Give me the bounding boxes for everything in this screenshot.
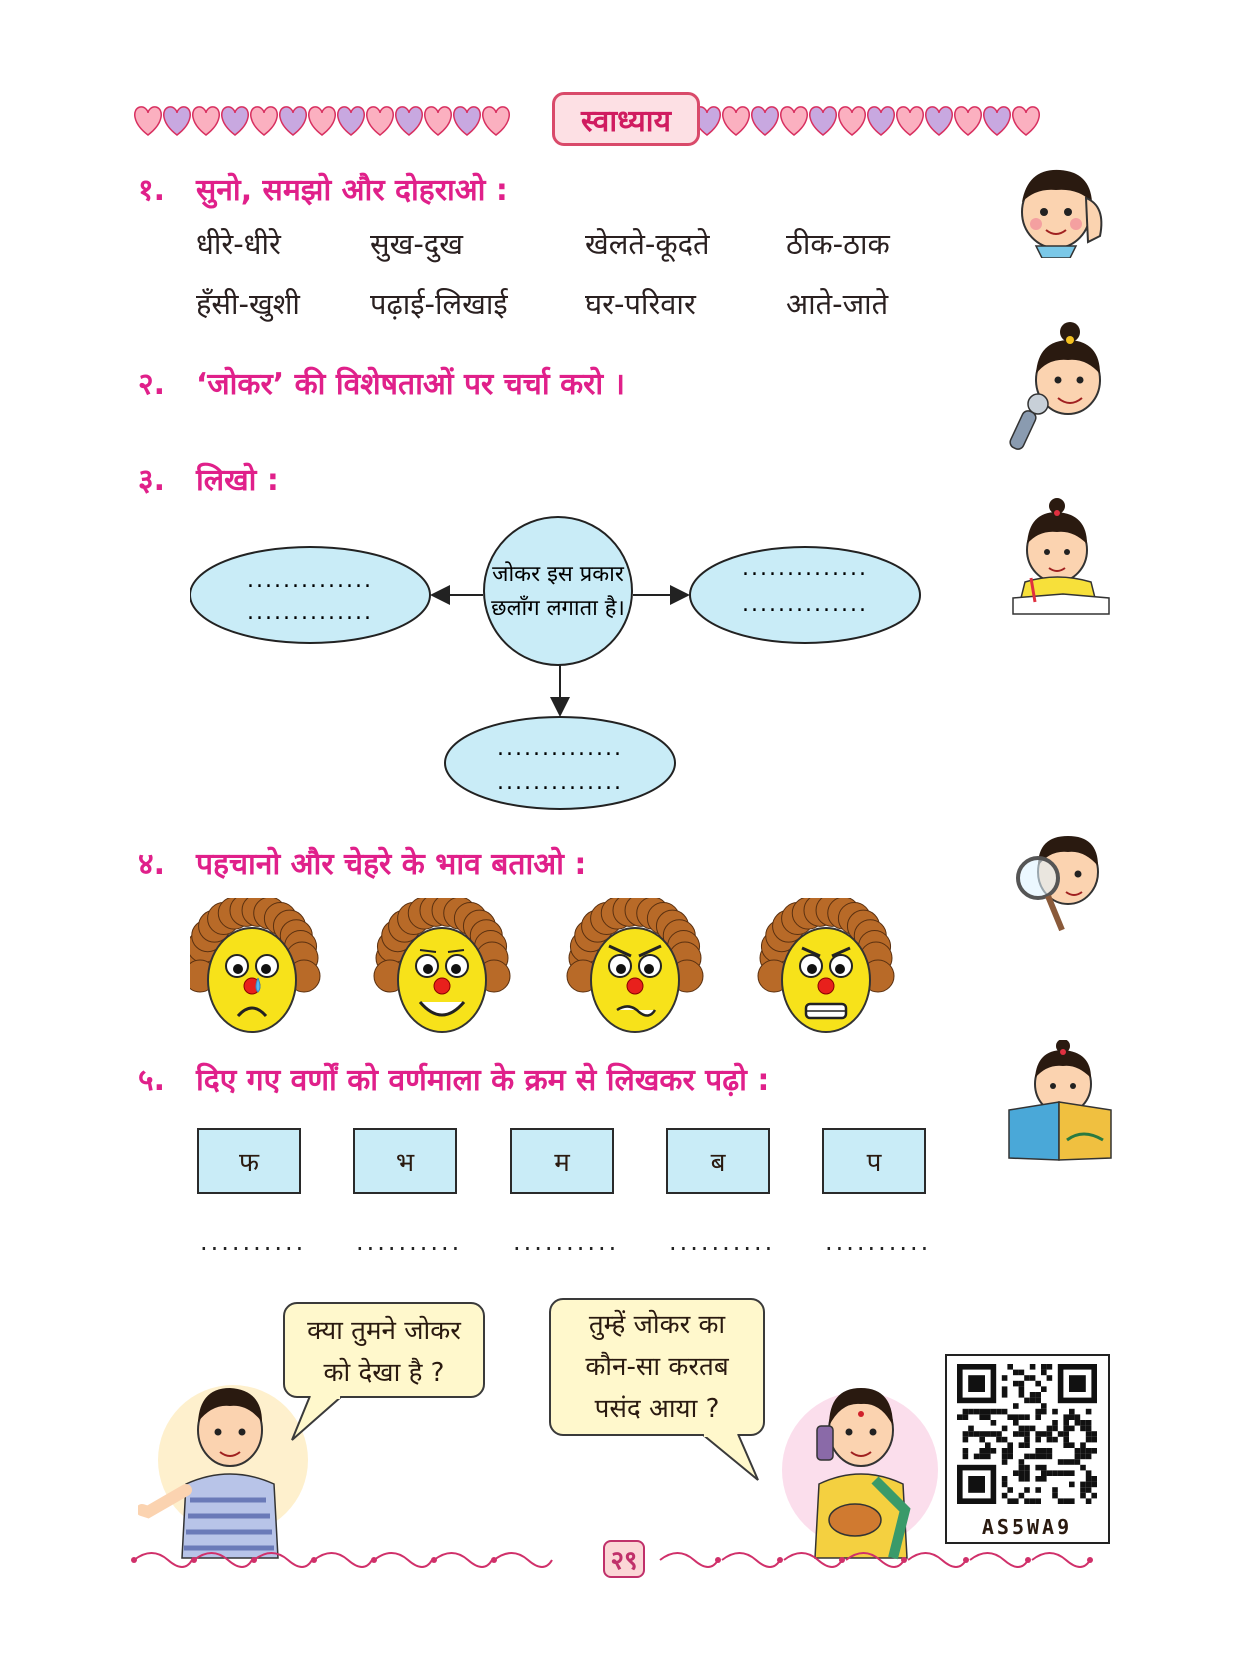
- question-number: २.: [138, 367, 165, 402]
- answer-blank[interactable]: ..........: [669, 1228, 776, 1256]
- swirl-ornament: [194, 1553, 252, 1567]
- heart-ornament: [839, 107, 866, 135]
- word-pair: घर-परिवार: [585, 287, 696, 321]
- blank-line[interactable]: ..............: [247, 600, 373, 625]
- swirl-dot: [131, 1557, 137, 1563]
- page-number: २९: [603, 1540, 645, 1578]
- swirl-dot: [1025, 1557, 1031, 1563]
- heart-ornament: [222, 107, 249, 135]
- heart-ornament: [280, 107, 307, 135]
- boy-magnifier-illustration: [1008, 822, 1113, 940]
- heart-ornament: [752, 107, 779, 135]
- swirl-dot: [491, 1557, 497, 1563]
- left-oval: [190, 547, 430, 643]
- qr-code-label: AS5WA9: [981, 1515, 1073, 1539]
- question-1: [138, 168, 508, 209]
- answer-blank[interactable]: ..........: [513, 1228, 620, 1256]
- swirl-ornament: [254, 1553, 312, 1567]
- heart-ornament: [483, 107, 510, 135]
- blank-line[interactable]: ..............: [742, 556, 868, 581]
- swirl-dot: [311, 1557, 317, 1563]
- clown-nose: [627, 978, 643, 994]
- heart-ornament: [396, 107, 423, 135]
- speech-line: कौन-सा करतब: [585, 1352, 729, 1382]
- letter-box: म: [510, 1128, 614, 1194]
- swirl-ornament: [784, 1553, 842, 1567]
- swirl-ornament: [660, 1553, 718, 1567]
- heart-ornament: [454, 107, 481, 135]
- heart-ornament: [1013, 107, 1040, 135]
- qr-code-icon: [957, 1364, 1097, 1504]
- heart-ornament: [897, 107, 924, 135]
- swirl-dot: [371, 1557, 377, 1563]
- word-pair: आते-जाते: [786, 287, 889, 321]
- heart-ornament: [251, 107, 278, 135]
- swirl-dot: [431, 1557, 437, 1563]
- center-text-line1: जोकर इस प्रकार: [492, 562, 624, 587]
- swirl-ornament: [314, 1553, 372, 1567]
- swirl-dot: [839, 1557, 845, 1563]
- swirl-dot: [777, 1557, 783, 1563]
- girl-with-mic-illustration: [1008, 318, 1113, 458]
- question-2: [138, 362, 625, 403]
- question-3: [138, 458, 279, 499]
- swirl-dot: [901, 1557, 907, 1563]
- answer-blank[interactable]: ..........: [825, 1228, 932, 1256]
- speech-line: पसंद आया ?: [594, 1394, 720, 1424]
- swirl-dot: [963, 1557, 969, 1563]
- question-number: ५.: [138, 1063, 165, 1098]
- girl-writing-illustration: [1005, 498, 1115, 620]
- heart-ornament: [164, 107, 191, 135]
- swirl-ornament: [722, 1553, 780, 1567]
- heart-ornament: [868, 107, 895, 135]
- speech-line: को देखा है ?: [323, 1358, 445, 1388]
- word-pair: सुख-दुख: [370, 227, 463, 261]
- swirl-ornament: [494, 1553, 552, 1567]
- center-circle: [484, 517, 632, 665]
- question-text: लिखो :: [196, 463, 279, 498]
- swirl-dot: [251, 1557, 257, 1563]
- heart-ornament: [309, 107, 336, 135]
- sad-face: [190, 898, 320, 1032]
- swirl-ornament: [970, 1553, 1028, 1567]
- boy-speech-bubble: [283, 1302, 485, 1398]
- page-title: स्वाध्याय: [552, 92, 700, 146]
- swirl-ornament: [134, 1553, 192, 1567]
- heart-ornament: [193, 107, 220, 135]
- clown-faces: [190, 898, 910, 1038]
- question-text: ‘जोकर’ की विशेषताओं पर चर्चा करो ।: [196, 367, 625, 402]
- heart-ornament: [367, 107, 394, 135]
- blank-line[interactable]: ..............: [742, 592, 868, 617]
- swirl-ornament: [846, 1553, 904, 1567]
- heart-ornament: [984, 107, 1011, 135]
- swirl-ornament: [1032, 1553, 1090, 1567]
- question-number: ३.: [138, 463, 165, 498]
- girl-reading-illustration: [1003, 1040, 1118, 1165]
- question-text: पहचानो और चेहरे के भाव बताओ :: [196, 847, 587, 882]
- clown-nose: [818, 978, 834, 994]
- heart-ornament: [338, 107, 365, 135]
- word-pair: धीरे-धीरे: [196, 227, 281, 261]
- boy-bubble-tail: [290, 1396, 360, 1446]
- blank-line[interactable]: ..............: [247, 568, 373, 593]
- swirl-dot: [715, 1557, 721, 1563]
- letter-box: ब: [666, 1128, 770, 1194]
- bottom-oval: [445, 717, 675, 809]
- swirl-ornament: [374, 1553, 432, 1567]
- question-5: [138, 1058, 769, 1099]
- swirl-ornament: [908, 1553, 966, 1567]
- question-number: ४.: [138, 847, 165, 882]
- letter-box: प: [822, 1128, 926, 1194]
- angry-face: [567, 898, 703, 1032]
- speech-line: तुम्हें जोकर का: [588, 1310, 726, 1340]
- center-text-line2: छलाँग लगाता है।: [491, 596, 625, 621]
- heart-ornament: [955, 107, 982, 135]
- word-pair: पढ़ाई-लिखाई: [370, 287, 508, 321]
- letter-box: फ: [197, 1128, 301, 1194]
- question-text: दिए गए वर्णों को वर्णमाला के क्रम से लिखकर पढ़ो :: [196, 1063, 770, 1098]
- heart-ornament: [135, 107, 162, 135]
- word-pair: हँसी-खुशी: [196, 287, 300, 321]
- heart-ornament: [781, 107, 808, 135]
- clown-nose: [434, 978, 450, 994]
- answer-blank[interactable]: ..........: [200, 1228, 307, 1256]
- question-number: १.: [138, 173, 165, 208]
- speech-line: क्या तुमने जोकर: [307, 1316, 461, 1346]
- letter-box: भ: [353, 1128, 457, 1194]
- swirl-dot: [191, 1557, 197, 1563]
- heart-ornament: [425, 107, 452, 135]
- word-pair: ठीक-ठाक: [786, 227, 890, 261]
- blank-line[interactable]: ..............: [497, 736, 623, 761]
- blank-line[interactable]: ..............: [497, 770, 623, 795]
- girl-bubble-tail: [700, 1434, 770, 1484]
- scared-face: [758, 898, 894, 1032]
- question-text: सुनो, समझो और दोहराओ :: [196, 173, 508, 208]
- heart-ornament: [810, 107, 837, 135]
- question-4: [138, 842, 586, 883]
- heart-ornament: [926, 107, 953, 135]
- web-diagram: [190, 515, 930, 815]
- happy-face: [374, 898, 510, 1032]
- boy-listening-illustration: [1008, 158, 1113, 258]
- swirl-dot: [1087, 1557, 1093, 1563]
- heart-ornament: [723, 107, 750, 135]
- answer-blank[interactable]: ..........: [356, 1228, 463, 1256]
- swirl-ornament: [434, 1553, 492, 1567]
- word-pair: खेलते-कूदते: [585, 227, 710, 261]
- girl-on-phone-illustration: [775, 1360, 945, 1560]
- girl-speech-bubble: [549, 1298, 765, 1436]
